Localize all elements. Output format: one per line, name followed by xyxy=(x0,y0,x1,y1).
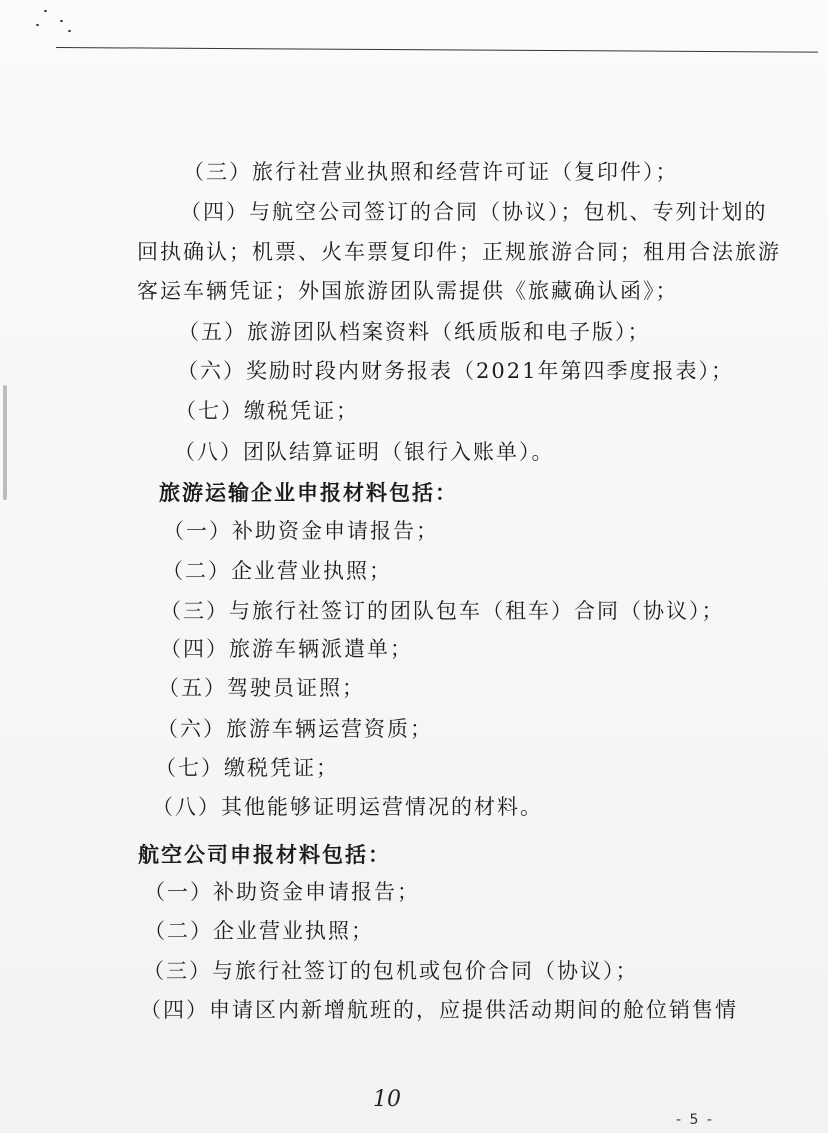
text-line: （八）其他能够证明运营情况的材料。 xyxy=(152,795,543,819)
handwritten-page-mark: 10 xyxy=(373,1087,401,1112)
section-heading: 旅游运输企业申报材料包括： xyxy=(159,480,458,505)
text-line: （二）企业营业执照； xyxy=(144,919,374,943)
text-line: （三）与旅行社签订的包机或包价合同（协议）； xyxy=(143,959,639,983)
page-number: - 5 - xyxy=(676,1112,714,1128)
text-line: （七）缴税凭证； xyxy=(175,399,359,423)
text-line: （一）补助资金申请报告； xyxy=(144,880,420,904)
header-rule xyxy=(56,47,818,53)
text-line: （六）旅游车辆运营资质； xyxy=(157,717,433,741)
text-line: （五）旅游团队档案资料（纸质版和电子版）； xyxy=(178,320,651,344)
text-line: 客运车辆凭证；外国旅游团队需提供《旅藏确认函》； xyxy=(137,279,679,303)
section-heading: 航空公司申报材料包括： xyxy=(138,842,391,867)
text-line: 回执确认；机票、火车票复印件；正规旅游合同；租用合法旅游 xyxy=(137,240,781,264)
text-line: （四）旅游车辆派遣单； xyxy=(160,637,413,661)
text-line: （四）与航空公司签订的合同（协议）；包机、专列计划的 xyxy=(180,200,768,224)
text-line: （五）驾驶员证照； xyxy=(158,676,365,700)
text-line: （四）申请区内新增航班的，应提供活动期间的舱位销售情 xyxy=(140,998,738,1022)
text-line: （三）与旅行社签订的团队包车（租车）合同（协议）； xyxy=(160,599,725,623)
text-line: （八）团队结算证明（银行入账单）。 xyxy=(174,440,555,464)
text-line: （七）缴税凭证； xyxy=(155,756,339,780)
text-line: （六）奖励时段内财务报表（2021年第四季度报表）； xyxy=(177,359,734,383)
scan-edge-mark xyxy=(3,385,7,500)
text-line: （三）旅行社营业执照和经营许可证（复印件）； xyxy=(183,160,679,184)
text-line: （一）补助资金申请报告； xyxy=(163,519,439,543)
text-line: （二）企业营业执照； xyxy=(162,559,392,583)
